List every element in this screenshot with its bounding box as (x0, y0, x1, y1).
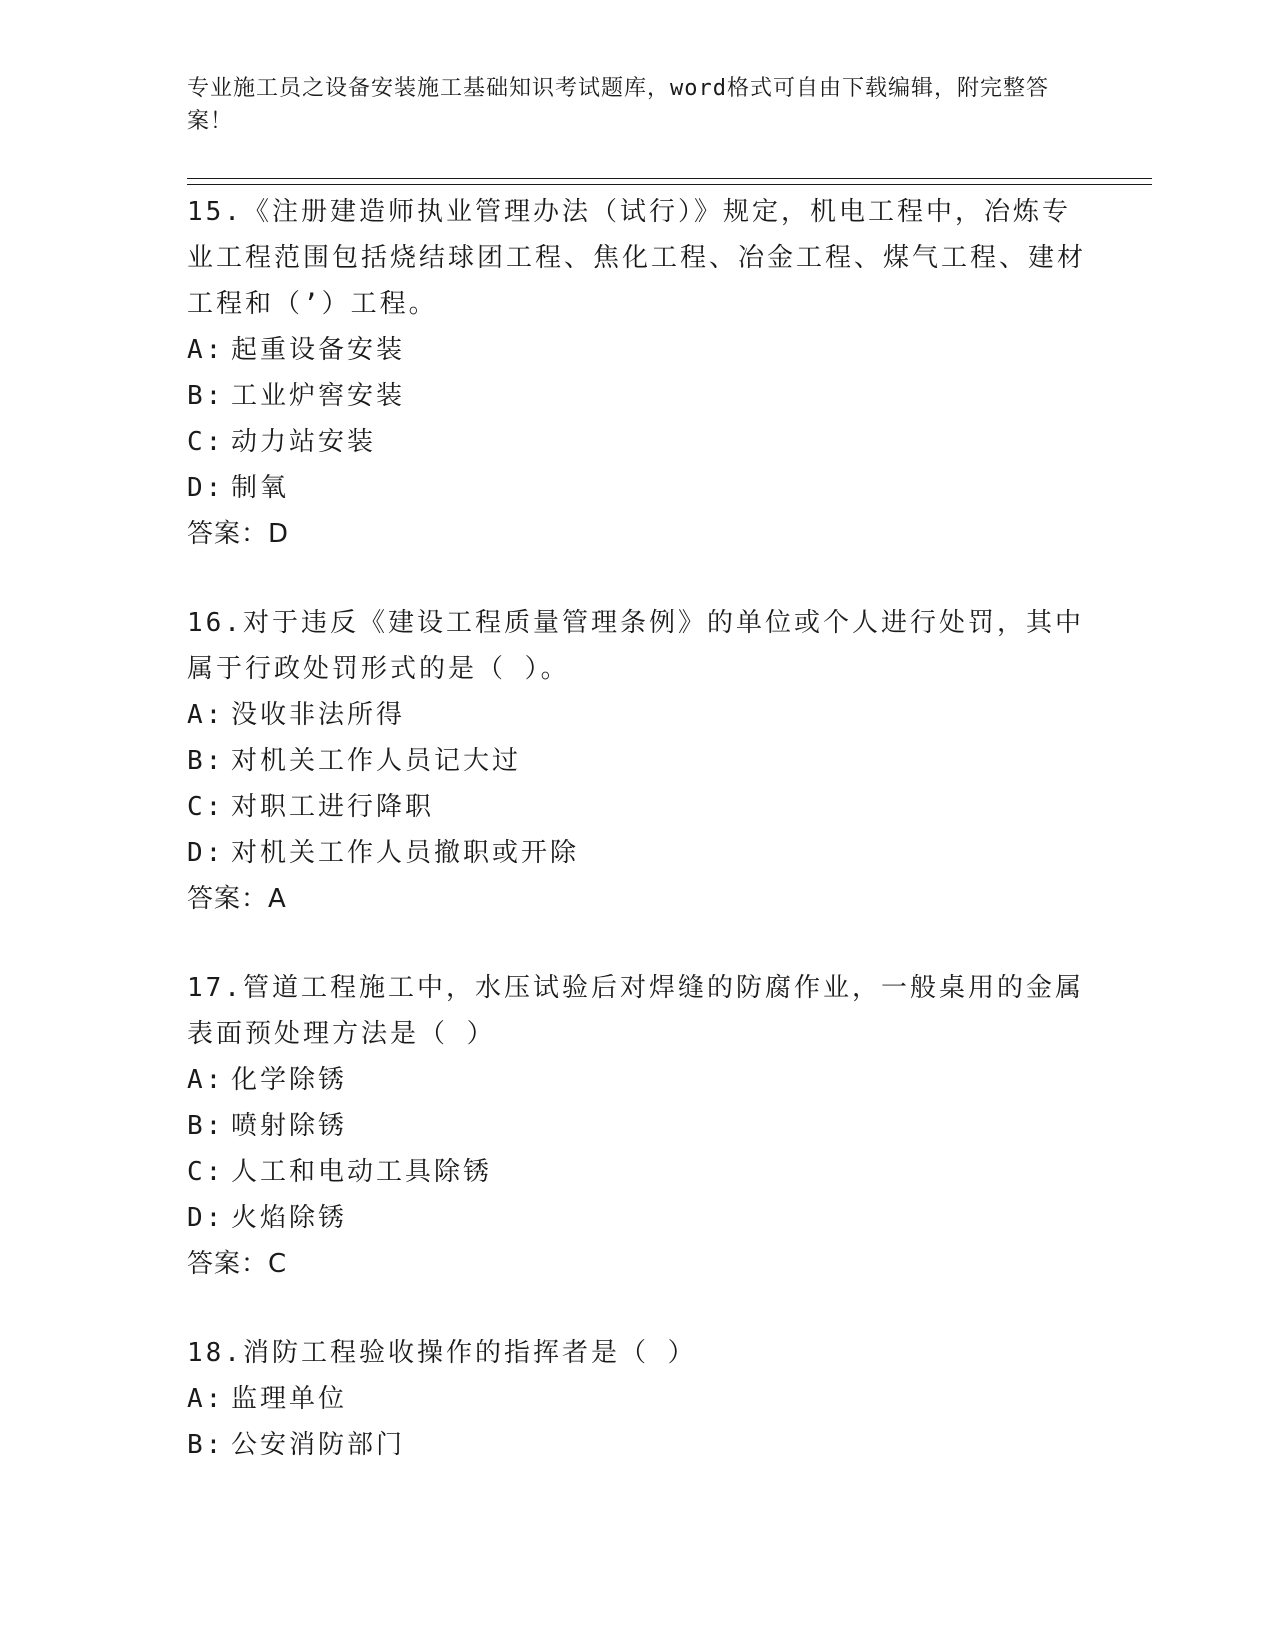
option-text: 火焰除锈 (231, 1203, 348, 1233)
question-stem: 18.消防工程验收操作的指挥者是（ ） (187, 1338, 697, 1368)
option-text: 对职工进行降职 (231, 792, 435, 822)
header-rule-top (187, 178, 1152, 179)
question-15 (187, 189, 1087, 557)
option-letter: D: (187, 473, 225, 503)
option-text: 公安消防部门 (231, 1430, 406, 1460)
option-b (187, 1103, 1087, 1149)
option-letter: B: (187, 1430, 225, 1460)
option-text: 没收非法所得 (231, 700, 406, 730)
option-a (187, 1376, 1087, 1422)
option-text: 起重设备安装 (231, 335, 406, 365)
question-stem: 17.管道工程施工中，水压试验后对焊缝的防腐作业，一般桌用的金属表面预处理方法是（ ） (187, 973, 1084, 1049)
option-d (187, 830, 1087, 876)
option-text: 喷射除锈 (231, 1111, 348, 1141)
option-d (187, 465, 1087, 511)
option-text: 监理单位 (231, 1384, 348, 1414)
question-16 (187, 600, 1087, 922)
question-18 (187, 1330, 1087, 1468)
option-b (187, 1422, 1087, 1468)
option-d (187, 1195, 1087, 1241)
option-letter: D: (187, 1203, 225, 1233)
option-b (187, 373, 1087, 419)
option-letter: A: (187, 1065, 225, 1095)
option-a (187, 692, 1087, 738)
question-list (187, 189, 1087, 1511)
question-stem: 15.《注册建造师执业管理办法（试行）》规定，机电工程中，冶炼专业工程范围包括烧结球团工程、焦化工程、冶金工程、煤气工程、建材工程和（’）工程。 (187, 197, 1087, 319)
option-text: 对机关工作人员记大过 (231, 746, 522, 776)
option-letter: B: (187, 1111, 225, 1141)
option-letter: C: (187, 1157, 225, 1187)
header-rule-bottom (187, 184, 1152, 185)
option-c (187, 1149, 1087, 1195)
option-b (187, 738, 1087, 784)
option-letter: C: (187, 792, 225, 822)
option-text: 制氧 (231, 473, 290, 503)
option-a (187, 1057, 1087, 1103)
option-text: 人工和电动工具除锈 (231, 1157, 493, 1187)
option-c (187, 419, 1087, 465)
answer-line: 答案：C (187, 1249, 288, 1279)
option-letter: B: (187, 746, 225, 776)
question-17 (187, 965, 1087, 1287)
option-letter: A: (187, 700, 225, 730)
answer-line: 答案：A (187, 884, 287, 914)
option-text: 对机关工作人员撤职或开除 (231, 838, 580, 868)
document-header: 专业施工员之设备安装施工基础知识考试题库，word格式可自由下载编辑，附完整答案！ (187, 76, 1049, 134)
option-letter: B: (187, 381, 225, 411)
option-letter: A: (187, 1384, 225, 1414)
question-stem: 16.对于违反《建设工程质量管理条例》的单位或个人进行处罚，其中属于行政处罚形式的是（ ）。 (187, 608, 1084, 684)
option-a (187, 327, 1087, 373)
option-letter: A: (187, 335, 225, 365)
answer-line: 答案：D (187, 519, 290, 549)
option-text: 动力站安装 (231, 427, 377, 457)
option-c (187, 784, 1087, 830)
option-text: 化学除锈 (231, 1065, 348, 1095)
option-letter: D: (187, 838, 225, 868)
option-text: 工业炉窖安装 (231, 381, 406, 411)
option-letter: C: (187, 427, 225, 457)
